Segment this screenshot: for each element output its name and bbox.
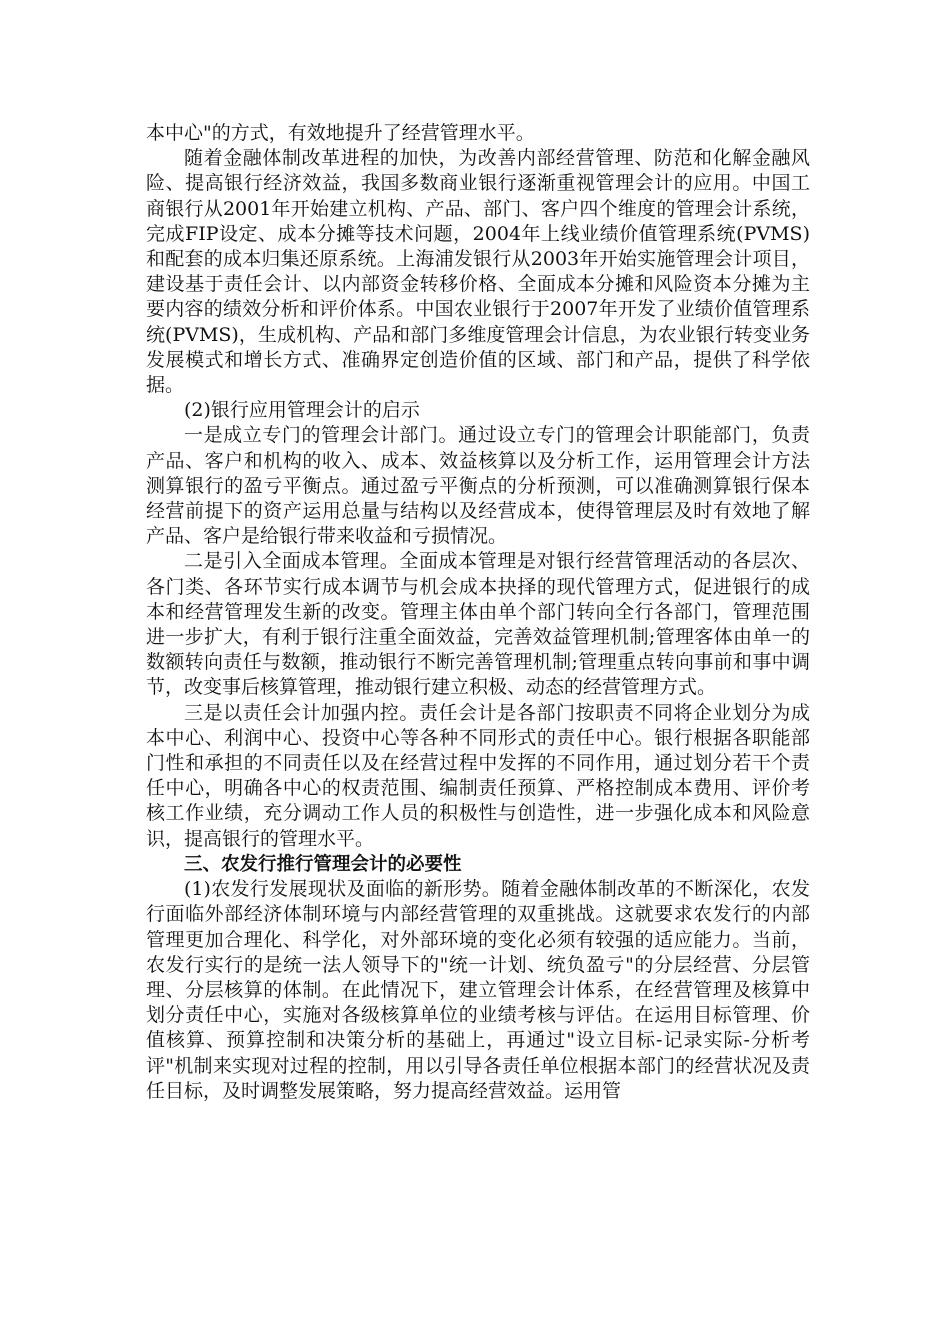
paragraph-first-point: 一是成立专门的管理会计部门。通过设立专门的管理会计职能部门，负责产品、客户和机构的收入、成本、效益核算以及分析工作，运用管理会计方法测算银行的盈亏平衡点。通过盈亏平衡点的分析预测，可以准确测算银行保本经营前提下的资产运用总量与结构以及经营成本，使得管理层及时有效地了解产品、客户是给银行带来收益和亏损情况。 [146, 424, 810, 548]
section-heading: 三、农发行推行管理会计的必要性 [184, 853, 462, 875]
paragraph-bank-adoption: 随着金融体制改革进程的加快，为改善内部经营管理、防范和化解金融风险、提高银行经济效益，我国多数商业银行逐渐重视管理会计的应用。中国工商银行从2001年开始建立机构、产品、部门、客户四个维度的管理会计系统，完成FIP设定、成本分摊等技术问题，2004年上线业绩价值管理系统(PVMS)和配套的成本归集还原系统。上海浦发银行从2003年开始实施管理会计项目，建设基于责任会计、以内部资金转移价格、全面成本分摊和风险资本分摊为主要内容的绩效分析和评价体系。中国农业银行于2007年开发了业绩价值管理系统(PVMS)，生成机构、产品和部门多维度管理会计信息，为农业银行转变业务发展模式和增长方式、准确界定创造价值的区域、部门和产品，提供了科学依据。 [146, 147, 810, 397]
paragraph-current-situation: (1)农发行发展现状及面临的新形势。随着金融体制改革的不断深化，农发行面临外部经济体制环境与内部经营管理的双重挑战。这就要求农发行的内部管理更加合理化、科学化，对外部环境的变化必须有较强的适应能力。当前，农发行实行的是统一法人领导下的"统一计划、统负盈亏"的分层经营、分层管理、分层核算的体制。在此情况下，建立管理会计体系，在经营管理及核算中划分责任中心，实施对各级核算单位的业绩考核与评估。在运用目标管理、价值核算、预算控制和决策分析的基础上，再通过"设立目标-记录实际-分析考评"机制来实现对过程的控制，用以引导各责任单位根据本部门的经营状况及责任目标，及时调整发展策略，努力提高经营效益。运用管 [146, 878, 810, 1102]
subheading-implications: (2)银行应用管理会计的启示 [184, 399, 420, 422]
paragraph-continuation: 本中心"的方式，有效地提升了经营管理水平。 [146, 122, 535, 144]
document-page [146, 121, 810, 1104]
paragraph-third-point: 三是以责任会计加强内控。责任会计是各部门按职责不同将企业划分为成本中心、利润中心、投资中心等各种不同形式的责任中心。银行根据各职能部门性和承担的不同责任以及在经营过程中发挥的不同作用，通过划分若干个责任中心，明确各中心的权责范围、编制责任预算、严格控制成本费用、评价考核工作业绩，充分调动工作人员的积极性与创造性，进一步强化成本和风险意识，提高银行的管理水平。 [146, 701, 810, 850]
paragraph-second-point: 二是引入全面成本管理。全面成本管理是对银行经营管理活动的各层次、各门类、各环节实行成本调节与机会成本抉择的现代管理方式，促进银行的成本和经营管理发生新的改变。管理主体由单个部门转向全行各部门，管理范围进一步扩大，有利于银行注重全面效益，完善效益管理机制;管理客体由单一的数额转向责任与数额，推动银行不断完善管理机制;管理重点转向事前和事中调节，改变事后核算管理，推动银行建立积极、动态的经营管理方式。 [146, 550, 810, 699]
